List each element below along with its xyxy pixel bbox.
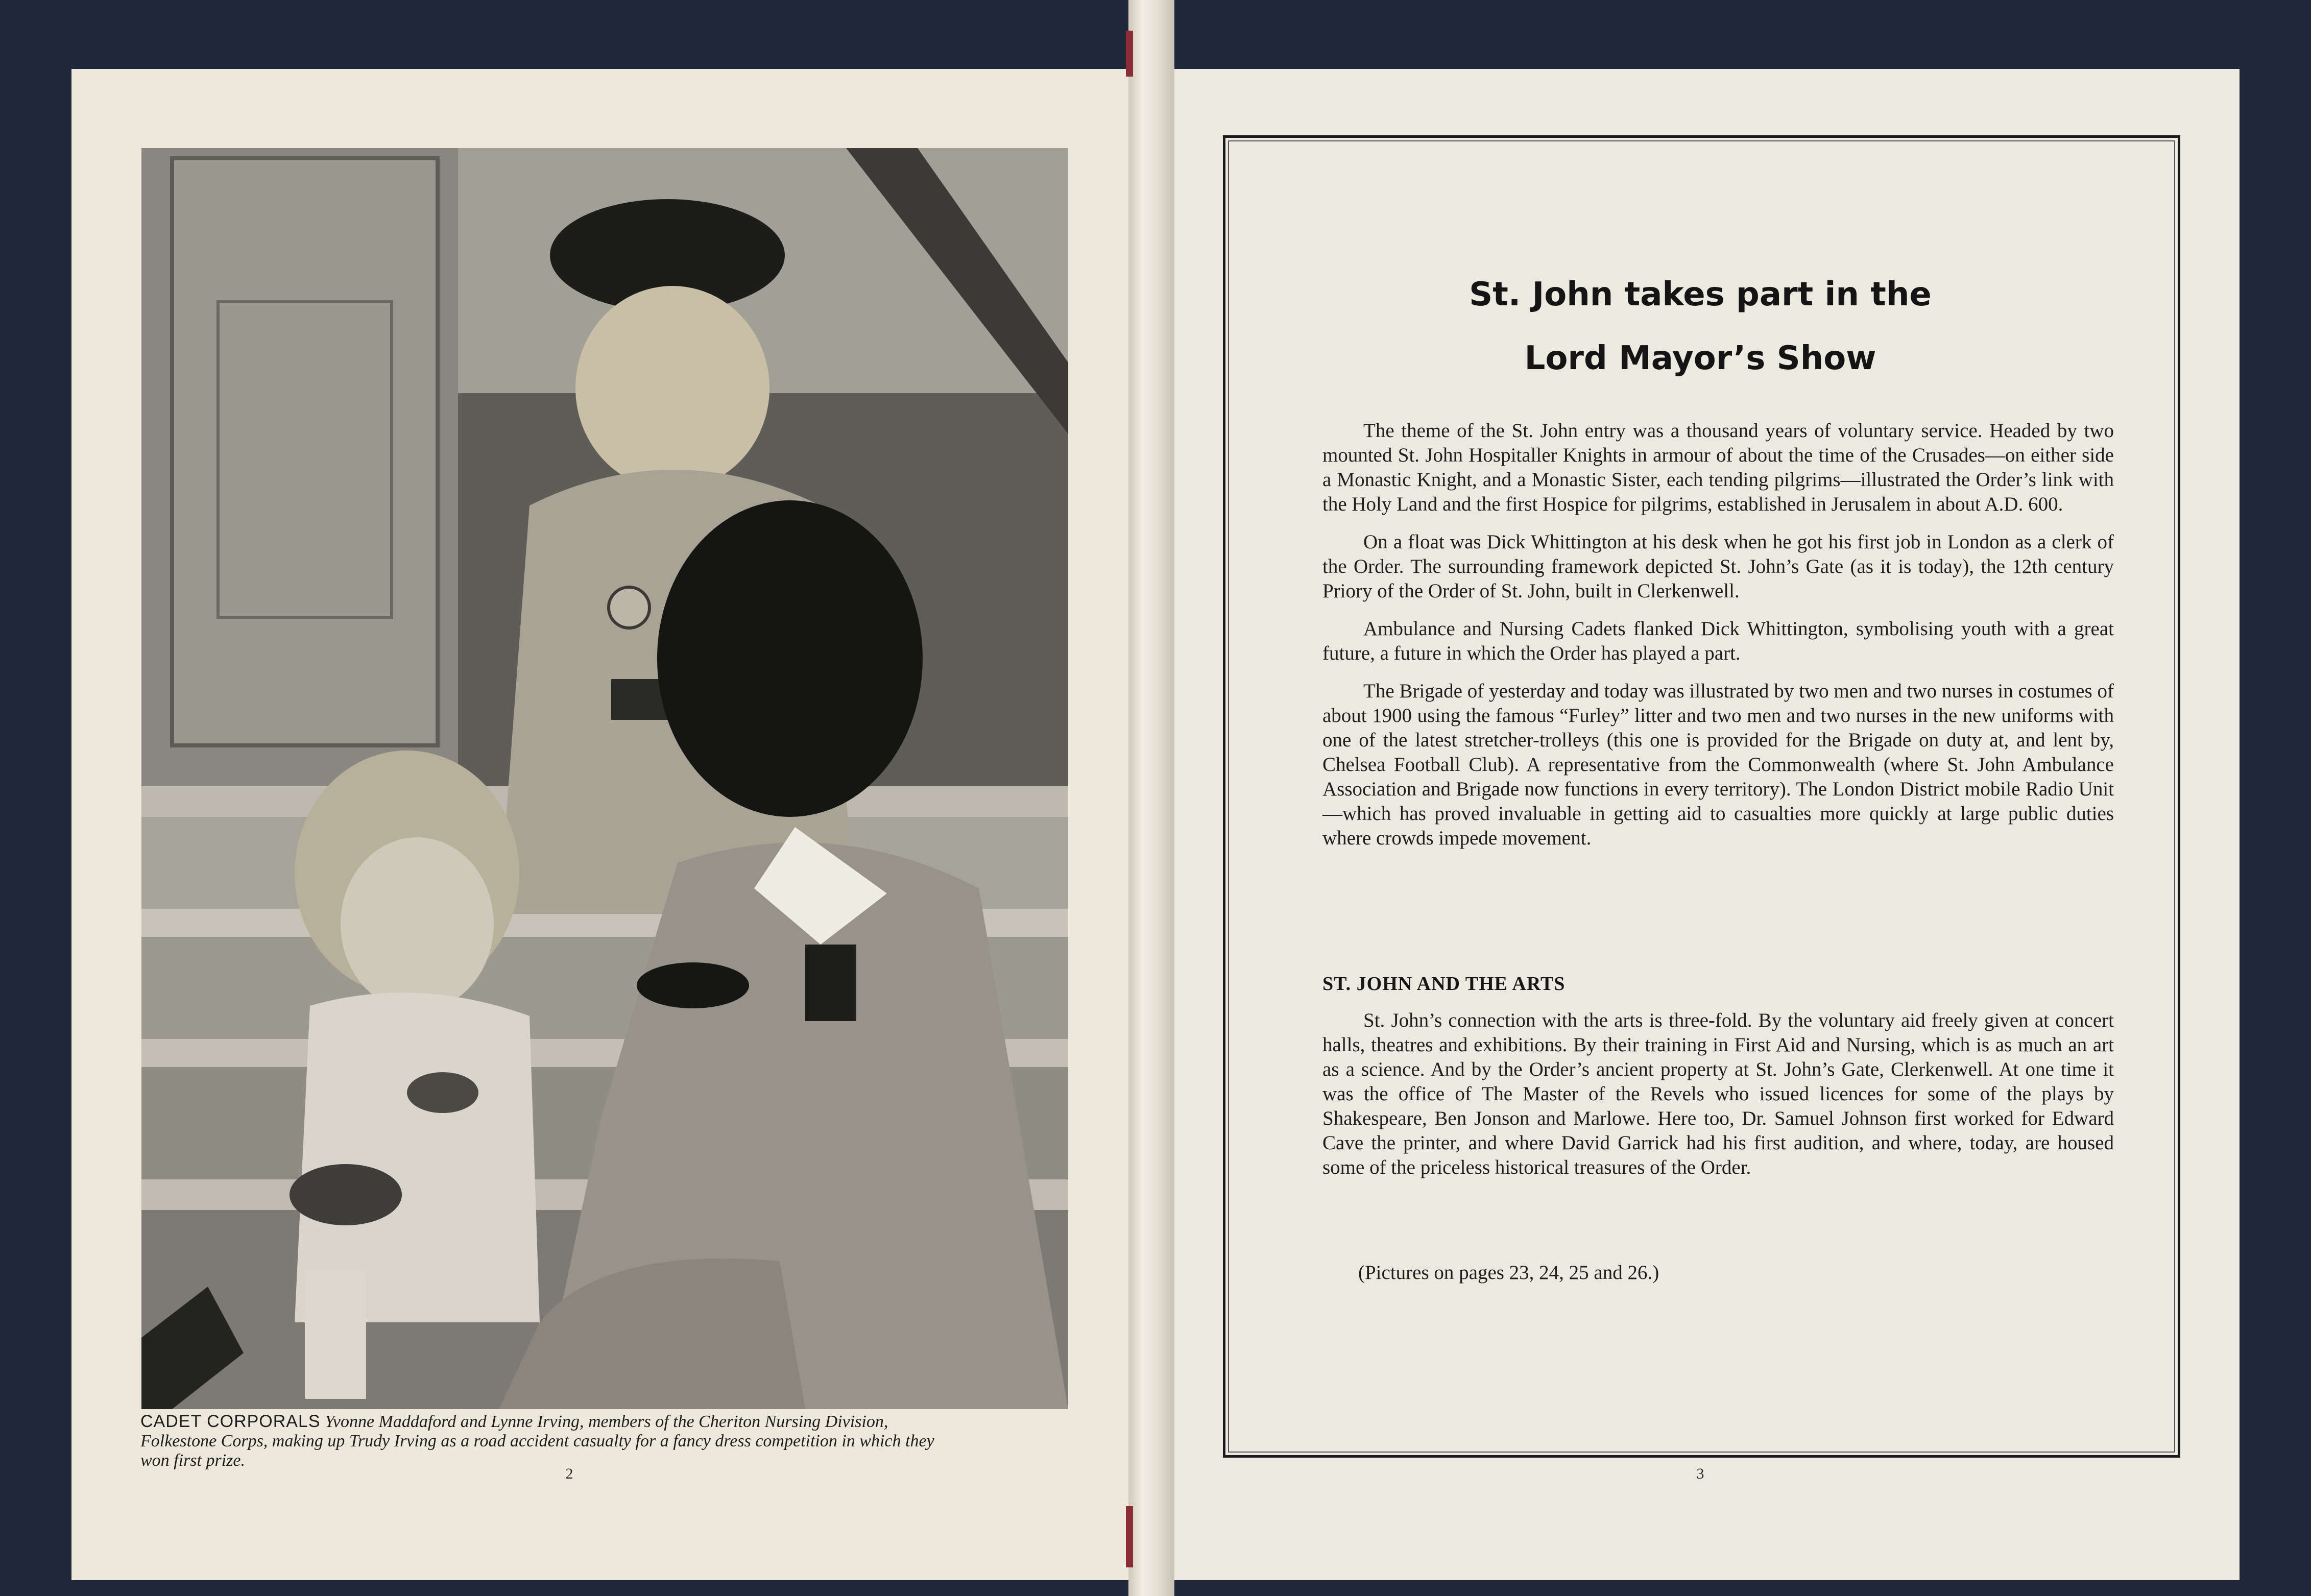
photo-illustration <box>141 148 1068 1409</box>
section-heading-arts: ST. JOHN AND THE ARTS <box>1322 973 1566 995</box>
paragraph: On a float was Dick Whittington at his desk when he got his first job in London as a clerk of the Order. The surrounding framework depicted St. John’s Gate (as it is today), the 12th century Priory of the Order of St. John, built in Clerkenwell. <box>1322 531 2114 602</box>
page-number-right: 3 <box>1696 1465 1704 1482</box>
caption-text: Yvonne Maddaford and Lynne Irving, members of the Cheriton Nursing Division, Folkestone Corps, making up Trudy Irving as a road accident casualty for a fancy dress competition in which they won first prize. <box>140 1412 934 1470</box>
photo-caption <box>140 1412 957 1470</box>
cadet-photo <box>141 148 1068 1409</box>
spine-binding-mark <box>1126 31 1133 77</box>
article-title-line-1: St. John takes part in the <box>1469 276 1932 313</box>
arts-body <box>1322 1008 2114 1193</box>
spine-binding-mark <box>1126 1506 1133 1567</box>
paragraph: Ambulance and Nursing Cadets flanked Dick Whittington, symbolising youth with a great future, a future in which the Order has played a part. <box>1322 618 2114 664</box>
paragraph: The theme of the St. John entry was a thousand years of voluntary service. Headed by two mounted St. John Hospitaller Knights in armour of about the time of the Crusades—on either side a Monastic Knight, and a Monastic Sister, each tending pilgrims—illustrated the Order’s link with the Holy Land and the first Hospice for pilgrims, established in Jerusalem in about A.D. 600. <box>1322 420 2114 515</box>
paragraph: The Brigade of yesterday and today was illustrated by two men and two nurses in costumes of about 1900 using the famous “Furley” litter and two men and two nurses in the new uniforms with one of the latest stretcher-trolleys (this one is provided for the Brigade on duty at, and lent by, Chelsea Football Club). A representative from the Commonwealth (where St. John Ambulance Association and Brigade now functions in every territory). The London District mobile Radio Unit—which has proved invaluable in getting aid to casualties more quickly at large public duties where crowds impede movement. <box>1322 680 2114 849</box>
book-spine <box>1128 0 1174 1596</box>
caption-lead: CADET CORPORALS <box>140 1412 321 1431</box>
paragraph: St. John’s connection with the arts is three-fold. By the voluntary aid freely given at concert halls, theatres and exhibitions. By their training in First Aid and Nursing, which is as much an art as a science. And by the Order’s ancient property at St. John’s Gate, Clerkenwell. At one time it was the office of The Master of the Revels who issued licences for some of the plays by Shakespeare, Ben Jonson and Marlowe. Here too, Dr. Samuel Johnson first worked for Edward Cave the printer, and where David Garrick had his first audition, and where, today, are housed some of the priceless historical treasures of the Order. <box>1322 1009 2114 1178</box>
page-number-left: 2 <box>565 1465 573 1482</box>
article-title-line-2: Lord Mayor’s Show <box>1524 340 1876 377</box>
article-body <box>1322 419 2114 864</box>
pictures-note: (Pictures on pages 23, 24, 25 and 26.) <box>1358 1262 1659 1284</box>
